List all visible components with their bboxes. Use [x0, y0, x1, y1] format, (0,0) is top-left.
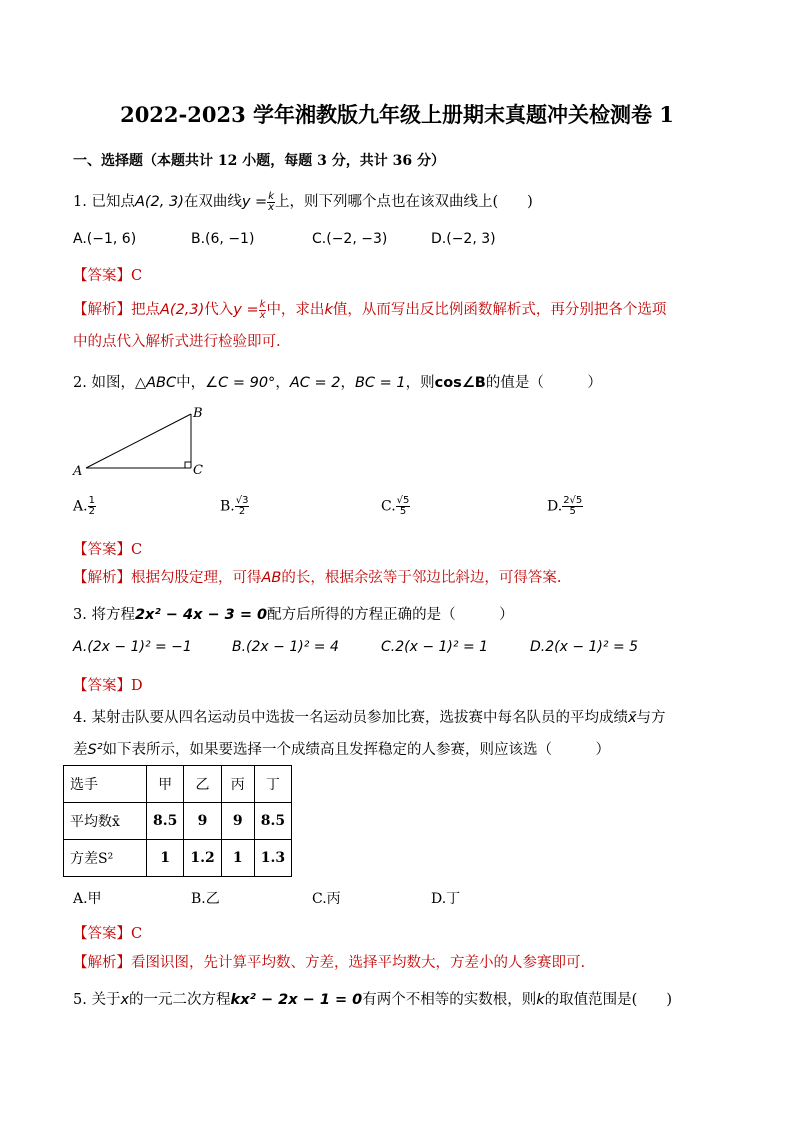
explain-text: 中，求出	[266, 302, 325, 318]
fraction-denominator: 5	[569, 506, 576, 517]
question-text: 差	[73, 742, 88, 758]
math-variable: x	[120, 992, 130, 1008]
math-equation: y =	[233, 302, 259, 318]
table-row	[64, 840, 292, 877]
math-segment: AB	[261, 570, 282, 586]
right-angle-mark	[185, 462, 191, 468]
fraction-denominator: 2	[238, 506, 246, 517]
math-point: A(2,3)	[160, 302, 205, 318]
table-cell: 8.5	[147, 803, 184, 840]
question-text: 上，则下列哪个点也在该双曲线上( )	[275, 194, 533, 210]
option-b: B.乙	[191, 891, 220, 907]
vertex-label-c: C	[193, 463, 203, 478]
answer-value: C	[131, 542, 143, 558]
triangle-figure	[70, 404, 210, 480]
table-header: 丙	[221, 766, 254, 803]
question-text: 如下表所示，如果要选择一个成绩高且发挥稳定的人参赛，则应该选（ ）	[102, 742, 611, 758]
explain-text: 把点	[131, 302, 160, 318]
option-c	[381, 496, 410, 517]
answer-4	[73, 922, 142, 943]
explain-text: 看图识图，先计算平均数、方差，选择平均数大，方差小的人参赛即可.	[131, 955, 586, 971]
explain-text: 值，从而写出反比例函数解析式，再分别把各个选项	[332, 302, 667, 318]
table-cell: 1	[221, 840, 254, 877]
table-row	[64, 766, 292, 803]
math-length: AC = 2	[289, 375, 341, 391]
question-text: 的一元二次方程	[129, 992, 231, 1008]
answer-2	[73, 538, 142, 559]
scores-table	[63, 765, 292, 877]
question-text: 中，	[176, 375, 206, 391]
answer-tag: 【答案】	[73, 268, 131, 284]
fraction-denominator: 5	[399, 506, 407, 517]
separator: ，	[340, 375, 355, 391]
page-title: 2022-2023 学年湘教版九年级上册期末真题冲关检测卷 1	[120, 102, 674, 127]
answer-tag: 【答案】	[73, 926, 131, 942]
fraction-numerator: k	[268, 190, 274, 202]
math-equation: 2x² − 4x − 3 = 0	[134, 607, 268, 623]
math-mean: x̄	[627, 710, 637, 726]
explain-tag: 【解析】	[73, 570, 131, 586]
option-c: C.丙	[312, 891, 341, 907]
question-2	[73, 371, 602, 392]
option-b	[220, 496, 249, 517]
option-a: A.甲	[73, 891, 102, 907]
fraction	[267, 192, 275, 213]
question-4-line-1	[73, 706, 666, 727]
option-d: D.2(x − 1)² = 5	[530, 639, 639, 655]
vertex-label-a: A	[73, 464, 83, 479]
table-header: 乙	[184, 766, 221, 803]
question-number: 2.	[73, 375, 87, 391]
question-number: 5.	[73, 992, 87, 1008]
option-letter: C.	[381, 498, 396, 515]
question-text: 如图，	[91, 375, 135, 391]
table-row	[64, 803, 292, 840]
fraction-numerator: √3	[235, 495, 249, 506]
explain-text: 的长，根据余弦等于邻边比斜边，可得答案.	[281, 570, 562, 586]
answer-value: D	[131, 678, 143, 694]
option-a	[73, 496, 96, 517]
math-length: BC = 1	[354, 375, 406, 391]
table-cell: 8.5	[254, 803, 291, 840]
fraction	[88, 496, 96, 517]
question-5	[73, 988, 672, 1009]
option-letter: B.	[220, 498, 235, 515]
option-c: C.(−2, −3)	[312, 231, 388, 247]
question-text: 有两个不相等的实数根，则	[362, 992, 537, 1008]
explanation-2	[73, 562, 561, 594]
question-text: 在双曲线	[183, 194, 242, 210]
math-angle: ∠C = 90°	[205, 375, 276, 391]
option-d: D.丁	[431, 891, 461, 907]
answer-value: C	[131, 926, 143, 942]
answer-value: C	[131, 268, 143, 284]
vertex-label-b: B	[193, 406, 203, 421]
table-header: 选手	[64, 766, 147, 803]
question-4-line-2	[73, 738, 610, 759]
fraction-numerator: 1	[88, 495, 95, 506]
fraction-numerator: k	[259, 298, 266, 310]
question-number: 1.	[73, 194, 87, 210]
option-letter: A.	[73, 498, 88, 515]
question-text: 的值是（ ）	[485, 375, 602, 391]
explain-text: 代入	[204, 302, 234, 318]
fraction-denominator: x	[268, 201, 275, 213]
section-heading: 一、选择题（本题共计 12 小题，每题 3 分，共计 36 分）	[73, 153, 445, 169]
math-equation: kx² − 2x − 1 = 0	[230, 992, 363, 1008]
question-text: 将方程	[91, 607, 135, 623]
table-cell: 1.2	[184, 840, 221, 877]
question-number: 4.	[73, 710, 87, 726]
explanation-4	[73, 947, 585, 979]
fraction	[396, 496, 411, 517]
option-b: B.(2x − 1)² = 4	[232, 639, 339, 655]
table-cell: 1.3	[254, 840, 291, 877]
option-a: A.(−1, 6)	[73, 231, 137, 247]
separator: ，	[275, 375, 290, 391]
question-text: 配方后所得的方程正确的是（ ）	[267, 607, 514, 623]
row-label: 平均数x̄	[64, 803, 147, 840]
fraction-numerator: √5	[396, 495, 410, 506]
math-point: A(2, 3)	[134, 194, 184, 210]
option-a: A.(2x − 1)² = −1	[73, 639, 192, 655]
math-variable: k	[324, 302, 333, 318]
row-label: 方差S²	[64, 840, 147, 877]
fraction-denominator: x	[259, 309, 266, 321]
fraction-denominator: 2	[88, 506, 95, 517]
math-triangle: △ABC	[134, 375, 177, 391]
question-number: 3.	[73, 607, 87, 623]
math-variable: k	[536, 992, 545, 1008]
math-equation: y =	[241, 194, 268, 210]
explain-tag: 【解析】	[73, 302, 131, 318]
side-ab	[86, 414, 191, 468]
table-header: 丁	[254, 766, 291, 803]
question-text: 某射击队要从四名运动员中选拔一名运动员参加比赛，选拔赛中每名队员的平均成绩	[91, 710, 628, 726]
option-letter: D.	[547, 498, 563, 515]
question-3	[73, 603, 514, 624]
explain-text: 根据勾股定理，可得	[131, 570, 262, 586]
table-header: 甲	[147, 766, 184, 803]
answer-tag: 【答案】	[73, 542, 131, 558]
math-cos: cos∠B	[434, 375, 486, 391]
explanation-1	[73, 294, 666, 358]
explain-tag: 【解析】	[73, 955, 131, 971]
question-text: 的取值范围是( )	[544, 992, 672, 1008]
table-cell: 9	[184, 803, 221, 840]
option-d	[547, 496, 583, 517]
table-cell: 9	[221, 803, 254, 840]
question-text: 关于	[91, 992, 121, 1008]
option-d: D.(−2, 3)	[431, 231, 496, 247]
table-cell: 1	[147, 840, 184, 877]
answer-tag: 【答案】	[73, 678, 131, 694]
explain-text: 中的点代入解析式进行检验即可.	[73, 334, 281, 350]
option-b: B.(6, −1)	[191, 231, 255, 247]
question-text: 已知点	[91, 194, 135, 210]
question-text: ，则	[405, 375, 435, 391]
answer-1	[73, 264, 142, 285]
fraction-numerator: 2√5	[563, 495, 583, 506]
fraction	[562, 496, 583, 517]
fraction	[235, 496, 250, 517]
answer-3	[73, 674, 143, 695]
question-1	[73, 190, 533, 213]
option-c: C.2(x − 1)² = 1	[381, 639, 489, 655]
question-text: 与方	[636, 710, 666, 726]
math-variance: S²	[87, 742, 103, 758]
